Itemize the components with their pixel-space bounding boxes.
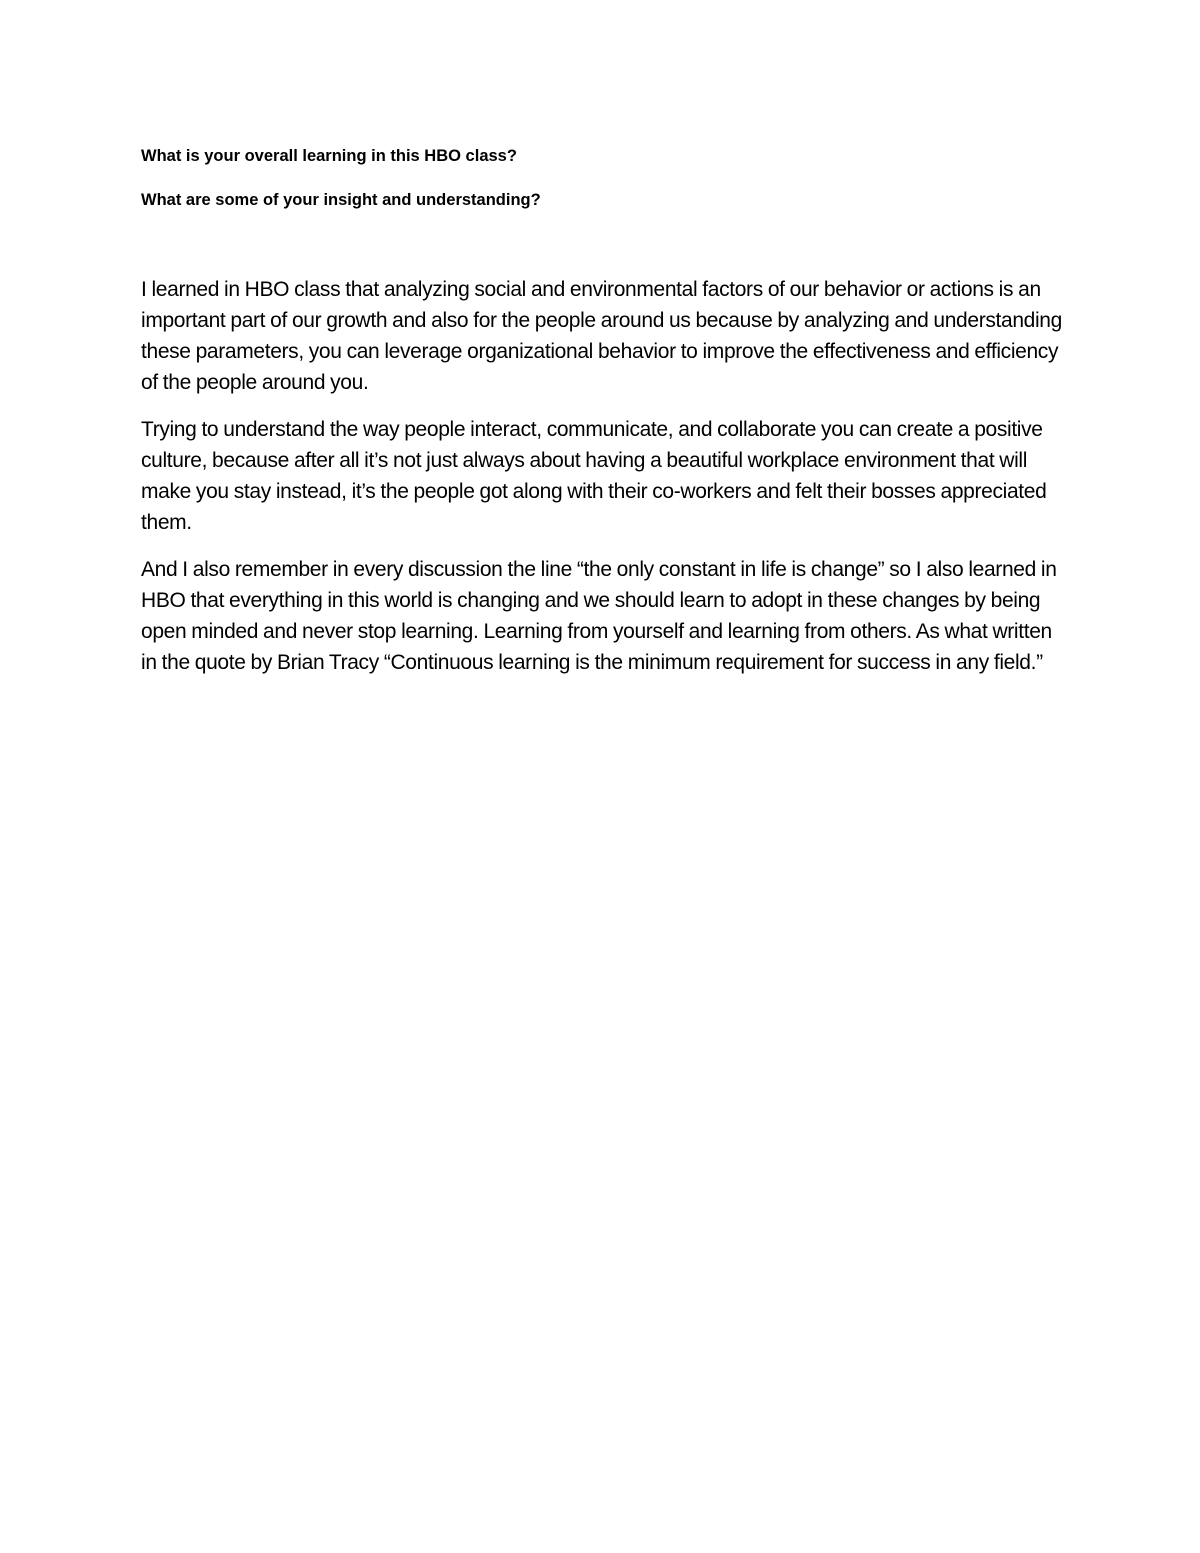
question-1: What is your overall learning in this HBO class?: [141, 147, 517, 165]
answer-paragraph-3: And I also remember in every discussion the line “the only constant in life is change” so I also learned in HBO that everything in this world is changing and we should learn to adopt in these changes by being open minded and never stop learning. Learning from yourself and learning from others. As what written in the quote by Brian Tracy “Continuous learning is the minimum requirement for success in any field.”: [141, 558, 1057, 674]
question-2: What are some of your insight and understanding?: [141, 191, 541, 209]
answer-body: [141, 274, 1066, 678]
answer-paragraph-2: Trying to understand the way people interact, communicate, and collaborate you can create a positive culture, because after all it’s not just always about having a beautiful workplace environment that will make you stay instead, it’s the people got along with their co-workers and felt their bosses appreciated them.: [141, 418, 1047, 534]
answer-paragraph-1: I learned in HBO class that analyzing social and environmental factors of our behavior or actions is an important part of our growth and also for the people around us because by analyzing and understanding these parameters, you can leverage organizational behavior to improve the effectiveness and efficiency of the people around you.: [141, 278, 1062, 394]
document-content: [141, 144, 1066, 694]
